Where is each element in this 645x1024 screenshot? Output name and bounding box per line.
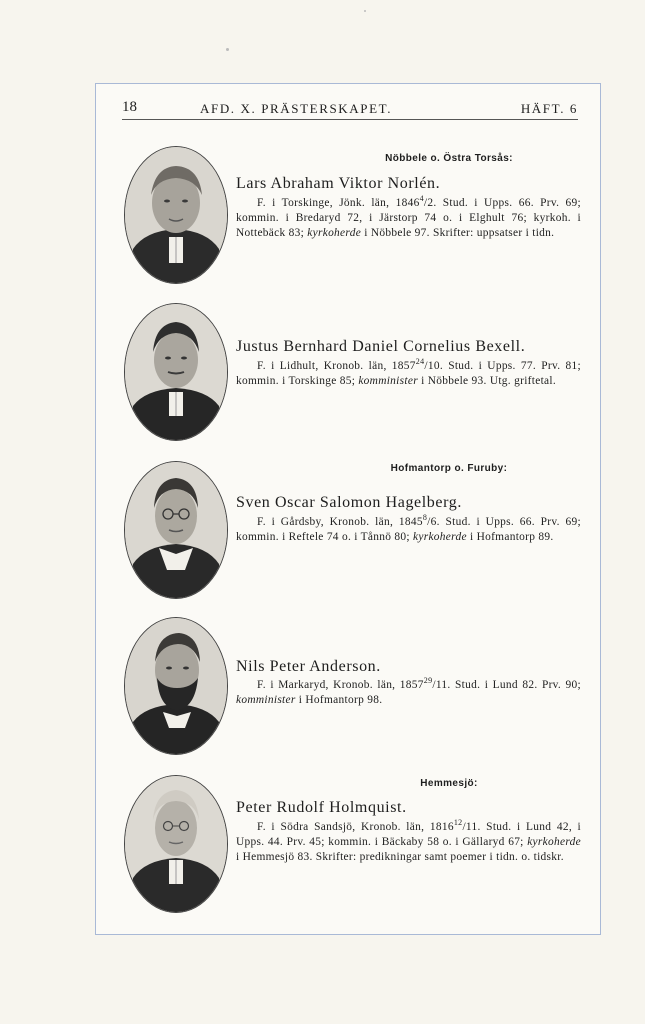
portrait-image	[125, 304, 227, 440]
person-name: Nils Peter Anderson.	[236, 658, 381, 675]
portrait-image	[125, 618, 227, 754]
person-name: Justus Bernhard Daniel Cornelius Bexell.	[236, 338, 526, 355]
parish-heading: Hofmantorp o. Furuby:	[390, 463, 508, 474]
portrait-photo	[124, 461, 228, 599]
issue-label: HÄFT. 6	[520, 101, 578, 116]
running-header	[122, 97, 578, 120]
paper-speck	[226, 48, 229, 51]
paper-speck	[364, 10, 366, 12]
biography-text: F. i Markaryd, Kronob. län, 1857$^{29}$/11. Stud. i Lund 82. Prv. 90; komminister i Hofmantorp 98.	[236, 676, 581, 706]
person-name: Sven Oscar Salomon Hagelberg.	[236, 494, 462, 511]
person-name: Lars Abraham Viktor Norlén.	[236, 175, 441, 192]
portrait-image	[125, 776, 227, 912]
portrait-image	[125, 462, 227, 598]
person-name: Peter Rudolf Holmquist.	[236, 799, 407, 816]
biography-text: F. i Gårdsby, Kronob. län, 1845$^8$/6. Stud. i Upps. 66. Prv. 69; kommin. i Reftele 74 o. i Tånnö 80; kyrkoherde i Hofmantorp 89.	[236, 513, 581, 543]
running-title: AFD. X. PRÄSTERSKAPET.	[200, 101, 393, 116]
portrait-image	[125, 147, 227, 283]
parish-heading: Nöbbele o. Östra Torsås:	[385, 153, 513, 164]
biography-text: F. i Torskinge, Jönk. län, 1846$^4$/2. Stud. i Upps. 66. Prv. 69; kommin. i Bredaryd 72, i Järstorp 74 o. i Elghult 76; kyrkoh. i Nottebäck 83; kyrkoherde i Nöbbele 97. Skrifter: uppsatser i tidn.	[236, 194, 581, 239]
biography-text: F. i Södra Sandsjö, Kronob. län, 1816$^{12}$/11. Stud. i Lund 42, i Upps. 44. Prv. 45; kommin. i Bäckaby 58 o. i Gällaryd 67; kyrkoherde i Hemmesjö 83. Skrifter: predikningar samt poemer i tidn. o. tidskr.	[236, 818, 582, 863]
parish-heading: Hemmesjö:	[420, 778, 478, 789]
portrait-photo	[124, 303, 228, 441]
portrait-photo	[124, 775, 228, 913]
portrait-photo	[124, 146, 228, 284]
biography-text: F. i Lidhult, Kronob. län, 1857$^{24}$/10. Stud. i Upps. 77. Prv. 81; kommin. i Torskinge 85; komminister i Nöbbele 93. Utg. griftetal.	[236, 357, 581, 387]
page-number: 18	[122, 99, 137, 115]
portrait-photo	[124, 617, 228, 755]
